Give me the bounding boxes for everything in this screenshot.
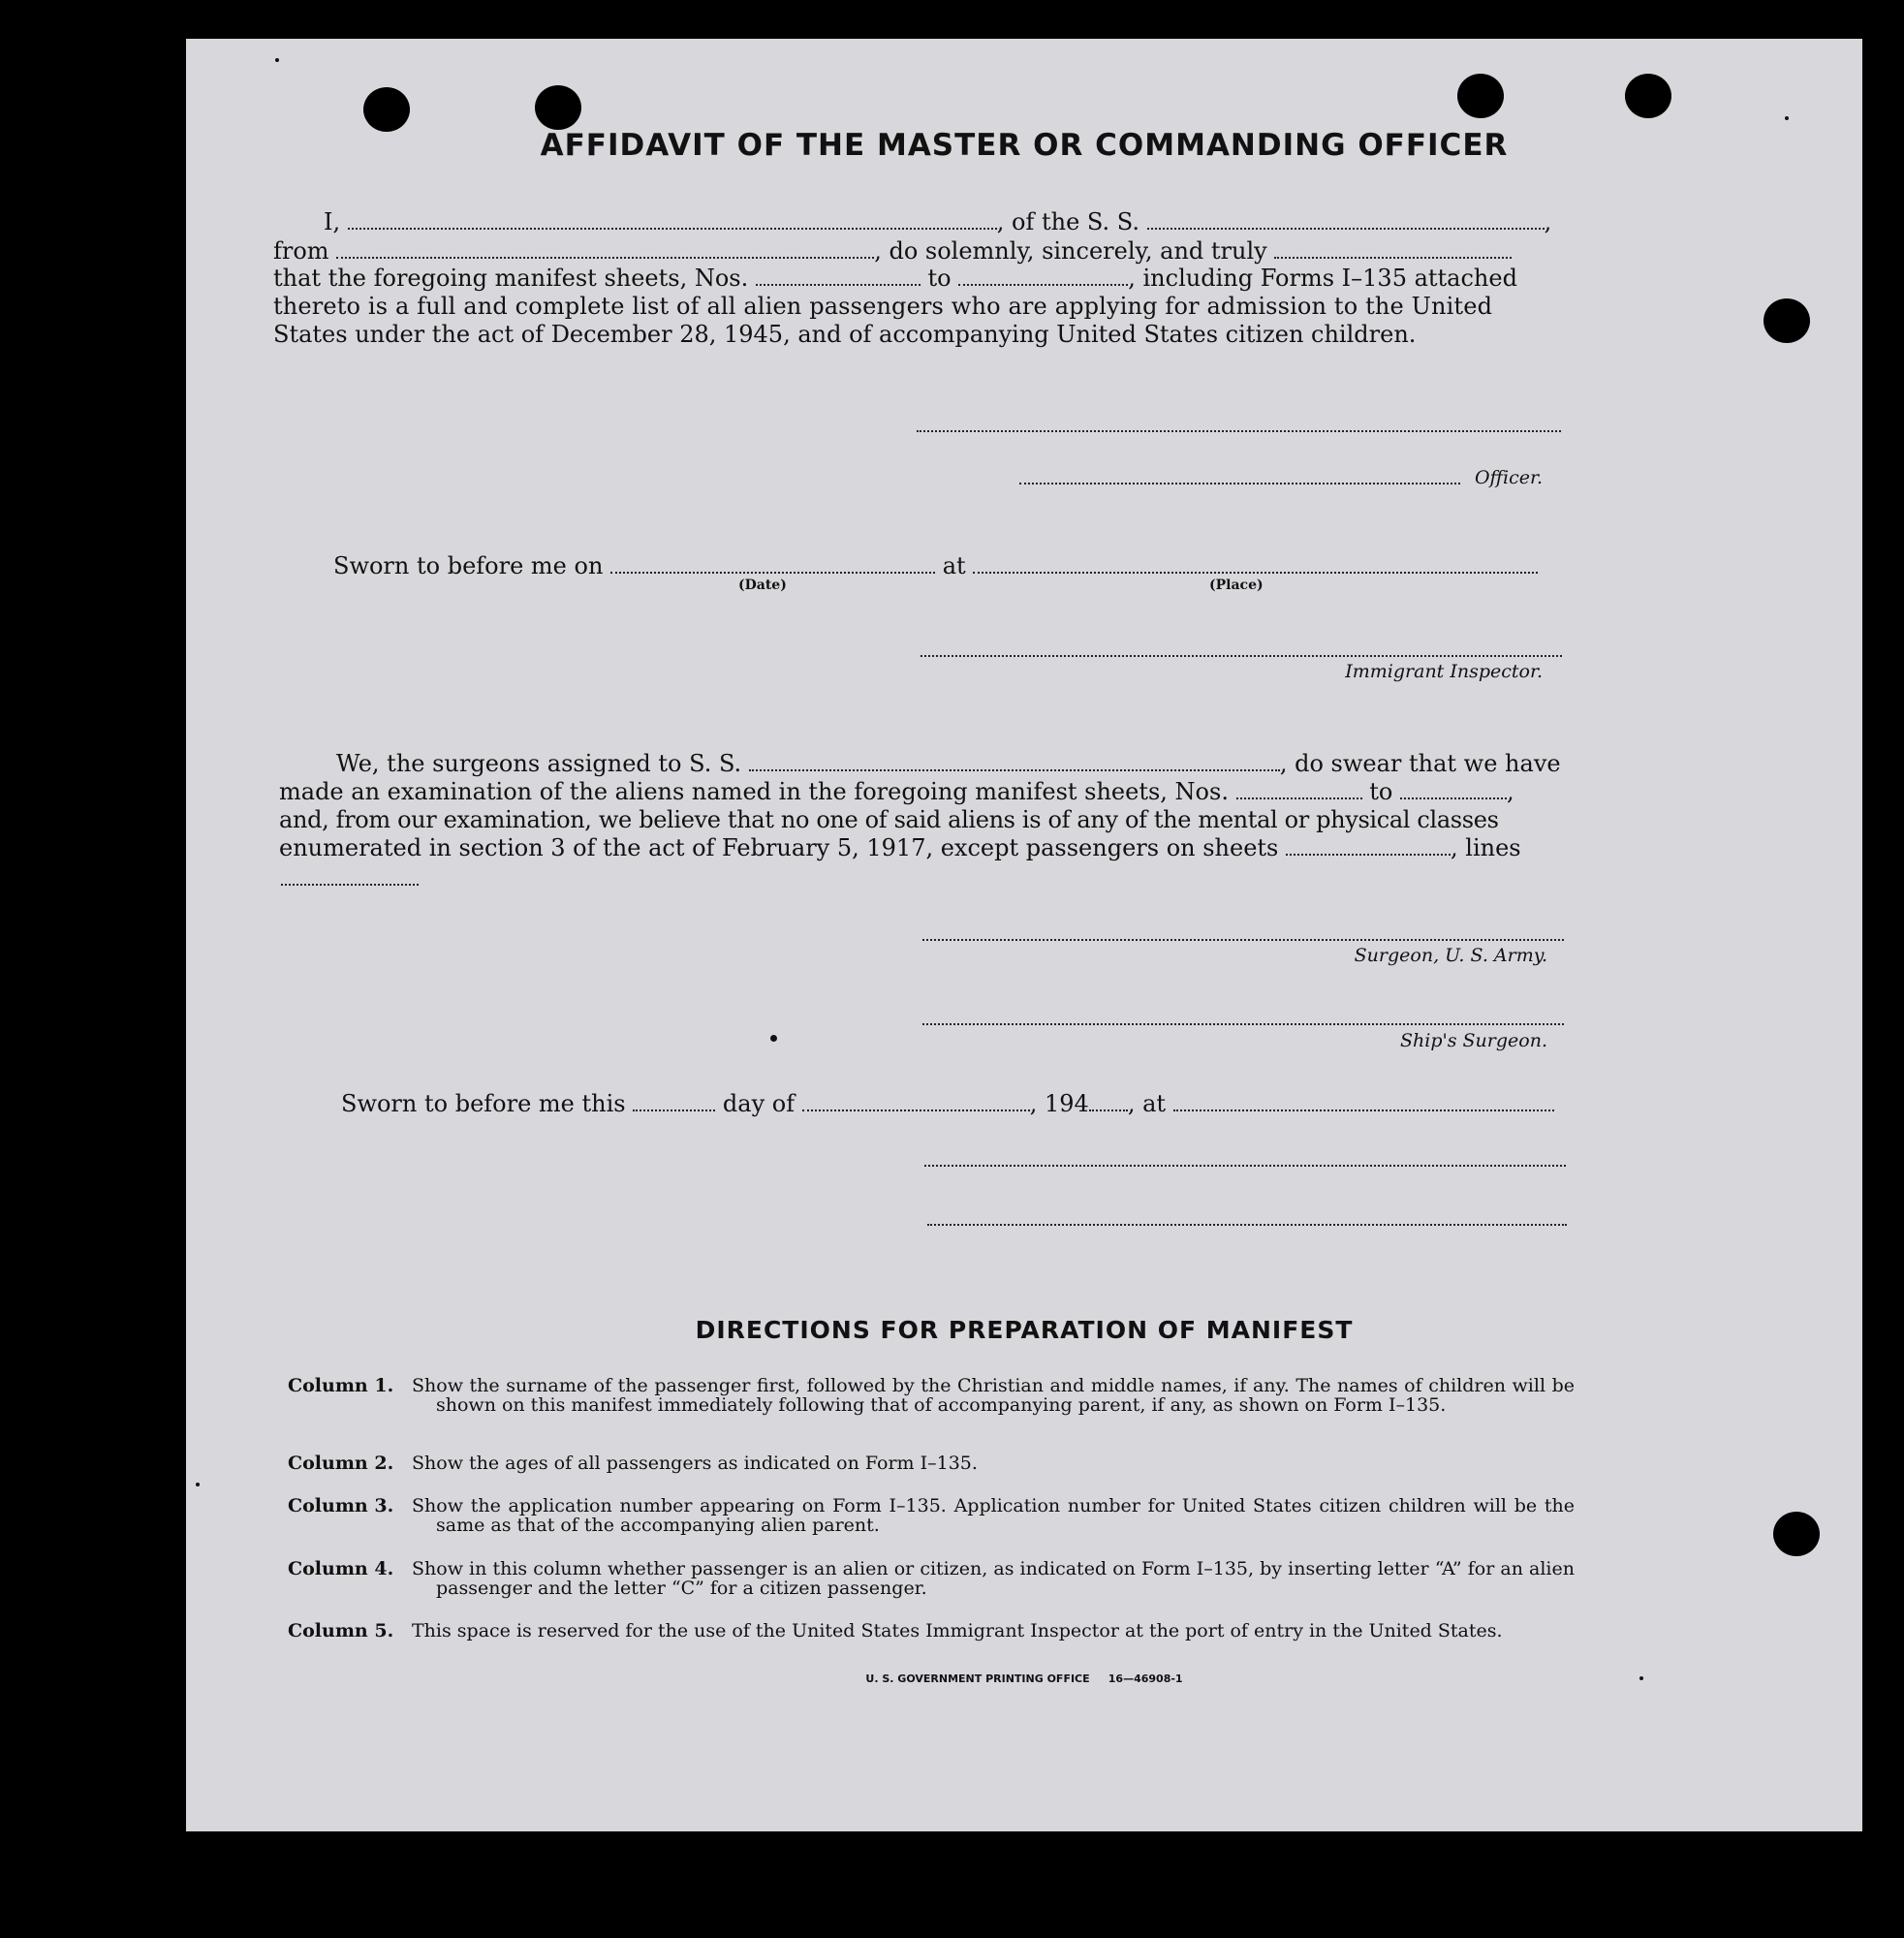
lines-label: , lines <box>1451 834 1521 861</box>
foregoing-text: that the foregoing manifest sheets, Nos. <box>273 265 749 292</box>
sheets-to-field[interactable] <box>958 266 1128 286</box>
year-label: , 194 <box>1029 1090 1089 1117</box>
army-surgeon-caption: Surgeon, U. S. Army. <box>1354 945 1547 966</box>
surgeons-swear-text: , do swear that we have <box>1279 750 1561 777</box>
direction-label: Column 4. <box>288 1558 394 1579</box>
direction-column-5 <box>288 1621 1576 1662</box>
inspector-caption: Immigrant Inspector. <box>1345 661 1543 682</box>
declare-field[interactable] <box>1274 239 1512 259</box>
direction-label: Column 1. <box>288 1375 394 1396</box>
surgeons-line-3: and, from our examination, we believe that no one of said aliens is of any of the mental or physical classes <box>279 806 1499 833</box>
punch-hole <box>1457 74 1504 118</box>
ship-surgeon-signature-line[interactable] <box>922 1023 1564 1025</box>
exam-to-label: to <box>1369 778 1393 805</box>
speck <box>770 1035 777 1042</box>
including-text: , including Forms I–135 attached <box>1128 265 1517 292</box>
exam-sheets-from-field[interactable] <box>1236 780 1362 799</box>
direction-column-4 <box>288 1559 1576 1600</box>
surgeon-ship-field[interactable] <box>749 752 1280 771</box>
printing-office-footer: U. S. GOVERNMENT PRINTING OFFICE 16—46908-1 <box>865 1672 1183 1685</box>
officer-caption: Officer. <box>1474 467 1543 488</box>
sworn-line-1 <box>333 552 1538 579</box>
punch-hole <box>1625 74 1671 118</box>
sworn-date-field[interactable] <box>610 554 935 574</box>
official-title-line[interactable] <box>927 1224 1567 1226</box>
day-of-label: day of <box>722 1090 796 1117</box>
inspector-signature-line[interactable] <box>921 655 1562 657</box>
direction-column-1 <box>288 1376 1576 1436</box>
affidavit-line-3 <box>273 265 1517 292</box>
sworn-prefix: Sworn to before me on <box>333 552 604 579</box>
affidavit-line-5: States under the act of December 28, 1945, and of accompanying United States citizen children. <box>273 321 1417 348</box>
sheets-from-field[interactable] <box>756 266 921 286</box>
direction-text: Show in this column whether passenger is an alien or citizen, as indicated on Form I–135, by inserting letter “A” for an alien passenger and the letter “C” for a citizen passenger. <box>412 1558 1575 1599</box>
solemnly-text: , do solemnly, sincerely, and truly <box>874 237 1267 265</box>
port-from-field[interactable] <box>336 239 874 259</box>
direction-label: Column 3. <box>288 1495 394 1516</box>
direction-text: Show the ages of all passengers as indicated on Form I–135. <box>412 1453 978 1474</box>
direction-text: Show the application number appearing on Form I–135. Application number for United States citizen children will be the same as that of the accompanying alien parent. <box>412 1495 1575 1536</box>
of-ss-label: , of the S. S. <box>996 208 1139 235</box>
surgeons-line-1 <box>336 750 1561 777</box>
sworn-month-field[interactable] <box>802 1092 1030 1111</box>
speck <box>275 58 279 62</box>
document-page <box>186 39 1862 1831</box>
sworn2-prefix: Sworn to before me this <box>341 1090 626 1117</box>
surgeons-prefix: We, the surgeons assigned to S. S. <box>336 750 742 777</box>
i-label: I, <box>324 208 341 235</box>
comma: , <box>1506 778 1514 805</box>
affidavit-line-4: thereto is a full and complete list of all alien passengers who are applying for admission to the United <box>273 293 1493 320</box>
place-label: (Place) <box>1209 578 1264 593</box>
speck <box>1785 116 1789 120</box>
punch-hole <box>535 85 581 130</box>
speck <box>196 1483 200 1486</box>
to-label: to <box>927 265 952 292</box>
exam-sheets-to-field[interactable] <box>1400 780 1507 799</box>
direction-label: Column 2. <box>288 1453 394 1474</box>
ship-name-field[interactable] <box>1147 210 1545 230</box>
examination-text: made an examination of the aliens named in the foregoing manifest sheets, Nos. <box>279 778 1229 805</box>
sworn-at-label: at <box>942 552 966 579</box>
date-label: (Date) <box>738 578 787 593</box>
from-label: from <box>273 237 329 265</box>
direction-column-2 <box>288 1454 1576 1477</box>
enumerated-text: enumerated in section 3 of the act of February 5, 1917, except passengers on sheets <box>279 834 1279 861</box>
comma: , <box>1544 208 1552 235</box>
direction-text: This space is reserved for the use of the United States Immigrant Inspector at the port of entry in the United States. <box>412 1620 1503 1641</box>
ship-surgeon-caption: Ship's Surgeon. <box>1400 1030 1547 1051</box>
master-signature-line[interactable] <box>917 430 1561 432</box>
affidavit-line-1 <box>324 208 1551 235</box>
lines-field[interactable] <box>281 884 419 886</box>
sworn2-place-field[interactable] <box>1173 1092 1554 1111</box>
affidavit-title: AFFIDAVIT OF THE MASTER OR COMMANDING OFFICER <box>540 128 1509 163</box>
except-sheets-field[interactable] <box>1286 836 1451 856</box>
direction-column-3 <box>288 1496 1576 1537</box>
direction-label: Column 5. <box>288 1620 394 1641</box>
affidavit-line-2 <box>273 237 1512 265</box>
punch-hole <box>1773 1512 1820 1556</box>
punch-hole <box>363 87 410 132</box>
officer-title-line[interactable] <box>1019 483 1460 484</box>
sworn-year-field[interactable] <box>1089 1092 1128 1111</box>
speck <box>1639 1676 1643 1680</box>
sworn-day-field[interactable] <box>633 1092 715 1111</box>
official-signature-line[interactable] <box>924 1165 1566 1167</box>
directions-title: DIRECTIONS FOR PREPARATION OF MANIFEST <box>695 1316 1354 1344</box>
surgeons-line-4 <box>279 834 1521 861</box>
sworn-line-2 <box>341 1090 1554 1117</box>
punch-hole <box>1764 298 1810 343</box>
surgeons-line-2 <box>279 778 1514 805</box>
sworn2-at-label: , at <box>1127 1090 1167 1117</box>
direction-text: Show the surname of the passenger first, followed by the Christian and middle names, if any. The names of children will be shown on this manifest immediately following that of accompanying parent, if any, as shown on Form I–135. <box>412 1375 1575 1416</box>
army-surgeon-signature-line[interactable] <box>922 939 1564 941</box>
sworn-place-field[interactable] <box>973 554 1538 574</box>
master-name-field[interactable] <box>348 210 997 230</box>
